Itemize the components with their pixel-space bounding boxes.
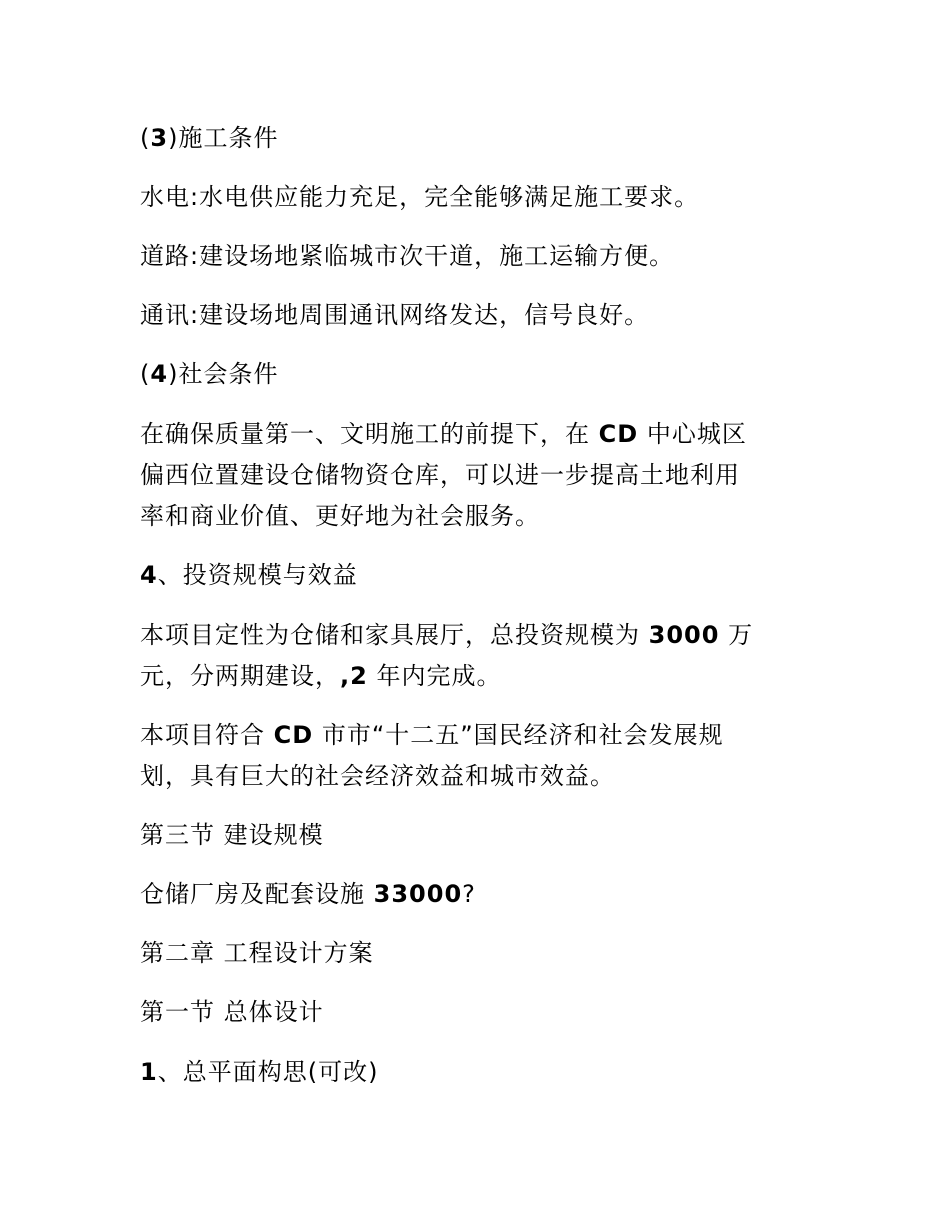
heading-text: 、投资规模与效益 bbox=[157, 561, 358, 589]
heading-section-3: 第三节 建设规模 bbox=[140, 821, 324, 849]
text-line: 率和商业价值、更好地为社会服务。 bbox=[140, 502, 540, 530]
paragraph-water-power: 水电:水电供应能力充足，完全能够满足施工要求。 bbox=[140, 183, 700, 211]
text-run: 在确保质量第一、文明施工的前提下，在 bbox=[140, 420, 599, 448]
text-line bbox=[140, 615, 800, 656]
paren-open: ( bbox=[140, 360, 151, 388]
text-line bbox=[140, 656, 800, 697]
paragraph-facility-area bbox=[140, 874, 800, 915]
text-line bbox=[140, 715, 800, 756]
text-run: 本项目定性为仓储和家具展厅，总投资规模为 bbox=[140, 621, 649, 649]
text-line: 偏西位置建设仓储物资仓库，可以进一步提高土地利用 bbox=[140, 461, 740, 489]
text-run: 市市“十二五”国民经济和社会发展规 bbox=[313, 721, 724, 749]
heading-construction-conditions bbox=[140, 118, 800, 159]
paragraph-communications: 通讯:建设场地周围通讯网络发达，信号良好。 bbox=[140, 301, 650, 329]
paren-open: ( bbox=[140, 124, 151, 152]
heading-section-1: 第一节 总体设计 bbox=[140, 998, 324, 1026]
bold-run: CD bbox=[598, 420, 639, 448]
text-run: 中心城区 bbox=[638, 420, 747, 448]
bold-run: ,2 bbox=[340, 662, 368, 690]
paragraph-roads: 道路:建设场地紧临城市次干道，施工运输方便。 bbox=[140, 242, 675, 270]
paragraph-planning-compliance bbox=[140, 715, 800, 797]
heading-chapter-2: 第二章 工程设计方案 bbox=[140, 939, 374, 967]
text-run: 仓储厂房及配套设施 bbox=[140, 880, 374, 908]
bold-run: CD bbox=[273, 721, 314, 749]
text-line: 划，具有巨大的社会经济效益和城市效益。 bbox=[140, 762, 615, 790]
heading-number: 1 bbox=[140, 1058, 158, 1086]
paragraph-investment bbox=[140, 615, 800, 697]
text-run: 本项目符合 bbox=[140, 721, 274, 749]
heading-text: )社会条件 bbox=[168, 360, 279, 388]
text-line bbox=[140, 414, 800, 455]
text-run: 万 bbox=[719, 621, 754, 649]
heading-layout-concept bbox=[140, 1052, 800, 1093]
text-run: ? bbox=[462, 880, 476, 908]
paragraph-social-conditions bbox=[140, 414, 800, 537]
heading-number: 4 bbox=[140, 561, 158, 589]
bold-run: 33000 bbox=[373, 880, 463, 908]
heading-text: 、总平面构思(可改) bbox=[157, 1058, 379, 1086]
heading-number: 3 bbox=[150, 124, 169, 152]
bold-run: 3000 bbox=[648, 621, 720, 649]
heading-number: 4 bbox=[150, 360, 169, 388]
text-run: 元，分两期建设， bbox=[140, 662, 340, 690]
heading-text: )施工条件 bbox=[168, 124, 279, 152]
heading-social-conditions bbox=[140, 354, 800, 395]
heading-investment-scale bbox=[140, 555, 800, 596]
text-run: 年内完成。 bbox=[367, 662, 502, 690]
